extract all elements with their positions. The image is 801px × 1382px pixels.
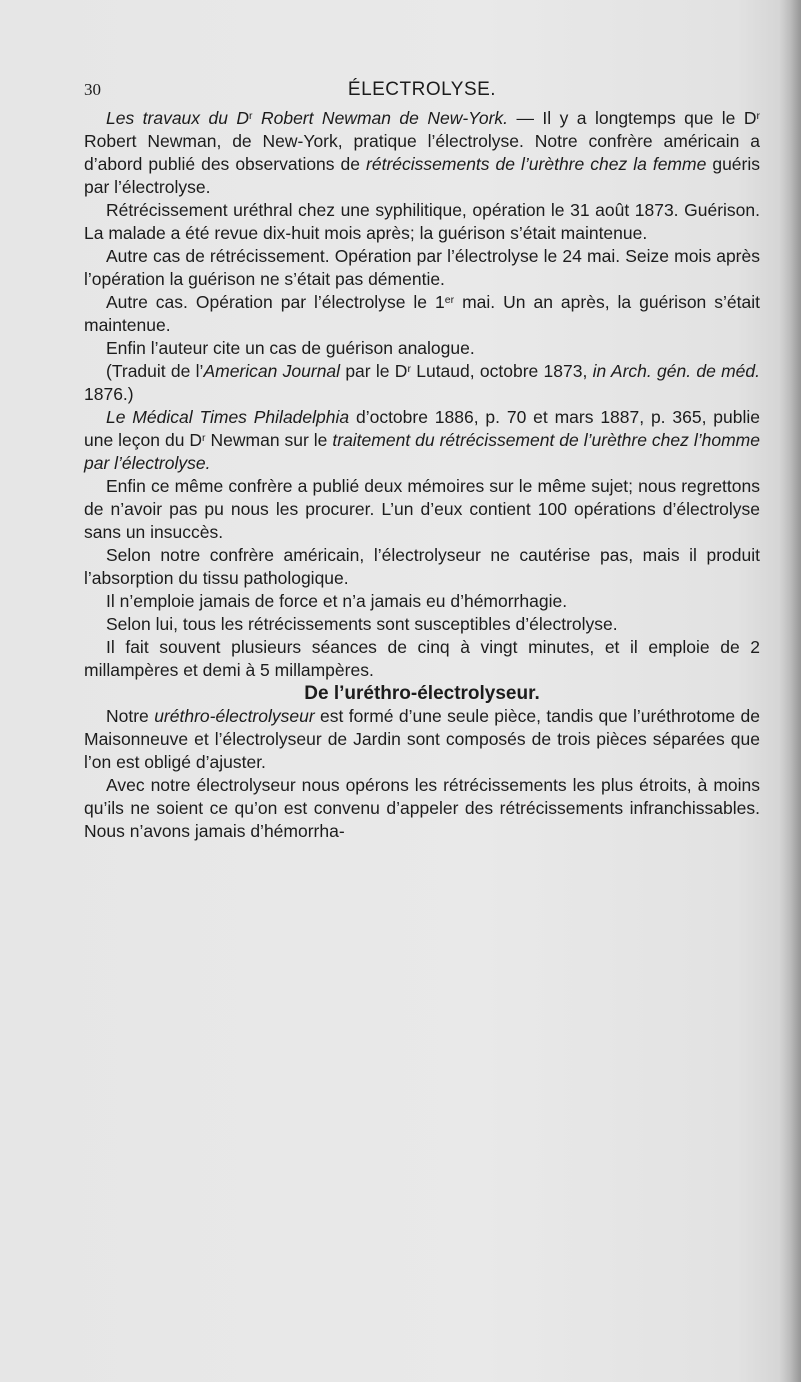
page-header	[84, 72, 760, 102]
paragraph-seances: Il fait souvent plusieurs séances de cinq à vingt minutes, et il emploie de 2 millampères et demi à 5 millampères.	[84, 637, 760, 680]
paragraph-case-1: Rétrécissement uréthral chez une syphilitique, opération le 31 août 1873. Guérison. La malade a été revue dix-huit mois après; la guérison s’était maintenue.	[84, 200, 760, 243]
paragraph-memoires: Enfin ce même confrère a publié deux mémoires sur le même sujet; nous regrettons de n’avoir pas pu nous les procurer. L’un d’eux contient 100 opérations d’électrolyse sans un insuccès.	[84, 476, 760, 542]
paragraph-operation: Avec notre électrolyseur nous opérons les rétrécissements les plus étroits, à moins qu’ils ne soient ce qu’on est convenu d’appeler des rétrécissements infranchissables. Nous n’avons jamais d’hémorrha-	[84, 775, 760, 841]
running-title: ÉLECTROLYSE.	[347, 79, 497, 100]
page-edge-shadow	[779, 0, 801, 1382]
paragraph-susceptibles: Selon lui, tous les rétrécissements sont susceptibles d’électrolyse.	[106, 614, 618, 634]
paragraph-case-2: Autre cas de rétrécissement. Opération par l’électrolyse le 24 mai. Seize mois après l’opération la guérison ne s’était pas démentie.	[84, 246, 760, 289]
paragraph-medical-times: Le Médical Times Philadelphia d’octobre 1886, p. 70 et mars 1887, p. 365, publie une leçon du $D^r$ Newman sur le traitement du rétrécissement de l’urèthre chez l’homme par l’électrolyse.	[84, 407, 760, 473]
page-number: 30	[84, 80, 101, 99]
intro-title: Robert Newman de New-York.	[252, 108, 509, 128]
paragraph-citation: (Traduit de l’American Journal par le $D^r$ Lutaud, octobre 1873, in Arch. gén. de méd. 1876.)	[84, 361, 761, 404]
body-text	[84, 107, 760, 843]
paragraph-case-3: Autre cas. Opération par l’électrolyse le 1er mai. Un an après, la guérison s’était maintenue.	[84, 292, 760, 335]
superscript: r	[249, 110, 253, 122]
paragraph-force: Il n’emploie jamais de force et n’a jamais eu d’hémorrhagie.	[106, 591, 568, 611]
paragraph-newman-intro: Les travaux du $D^r$ Robert Newman de New-York. — Il y a longtemps que le $D^r$ Robert Newman, de New-York, pratique l’électrolyse. Notre confrère américain a d’abord publié des observations de rétrécissements de l’urèthre chez la femme guéris par l’électrolyse.	[84, 108, 760, 197]
paragraph-urethro-electrolyseur: Notre uréthro-électrolyseur est formé d’une seule pièce, tandis que l’uréthrotome de Maisonneuve et l’électrolyseur de Jardin sont composés de trois pièces séparées que l’on est obligé d’ajuster.	[84, 706, 761, 772]
section-title: De l’uréthro-électrolyseur.	[304, 683, 540, 704]
paragraph-case-4: Enfin l’auteur cite un cas de guérison analogue.	[106, 338, 475, 358]
intro-lead: Les travaux du D	[106, 108, 250, 128]
paragraph-absorption: Selon notre confrère américain, l’électrolyseur ne cautérise pas, mais il produit l’absorption du tissu pathologique.	[84, 545, 760, 588]
